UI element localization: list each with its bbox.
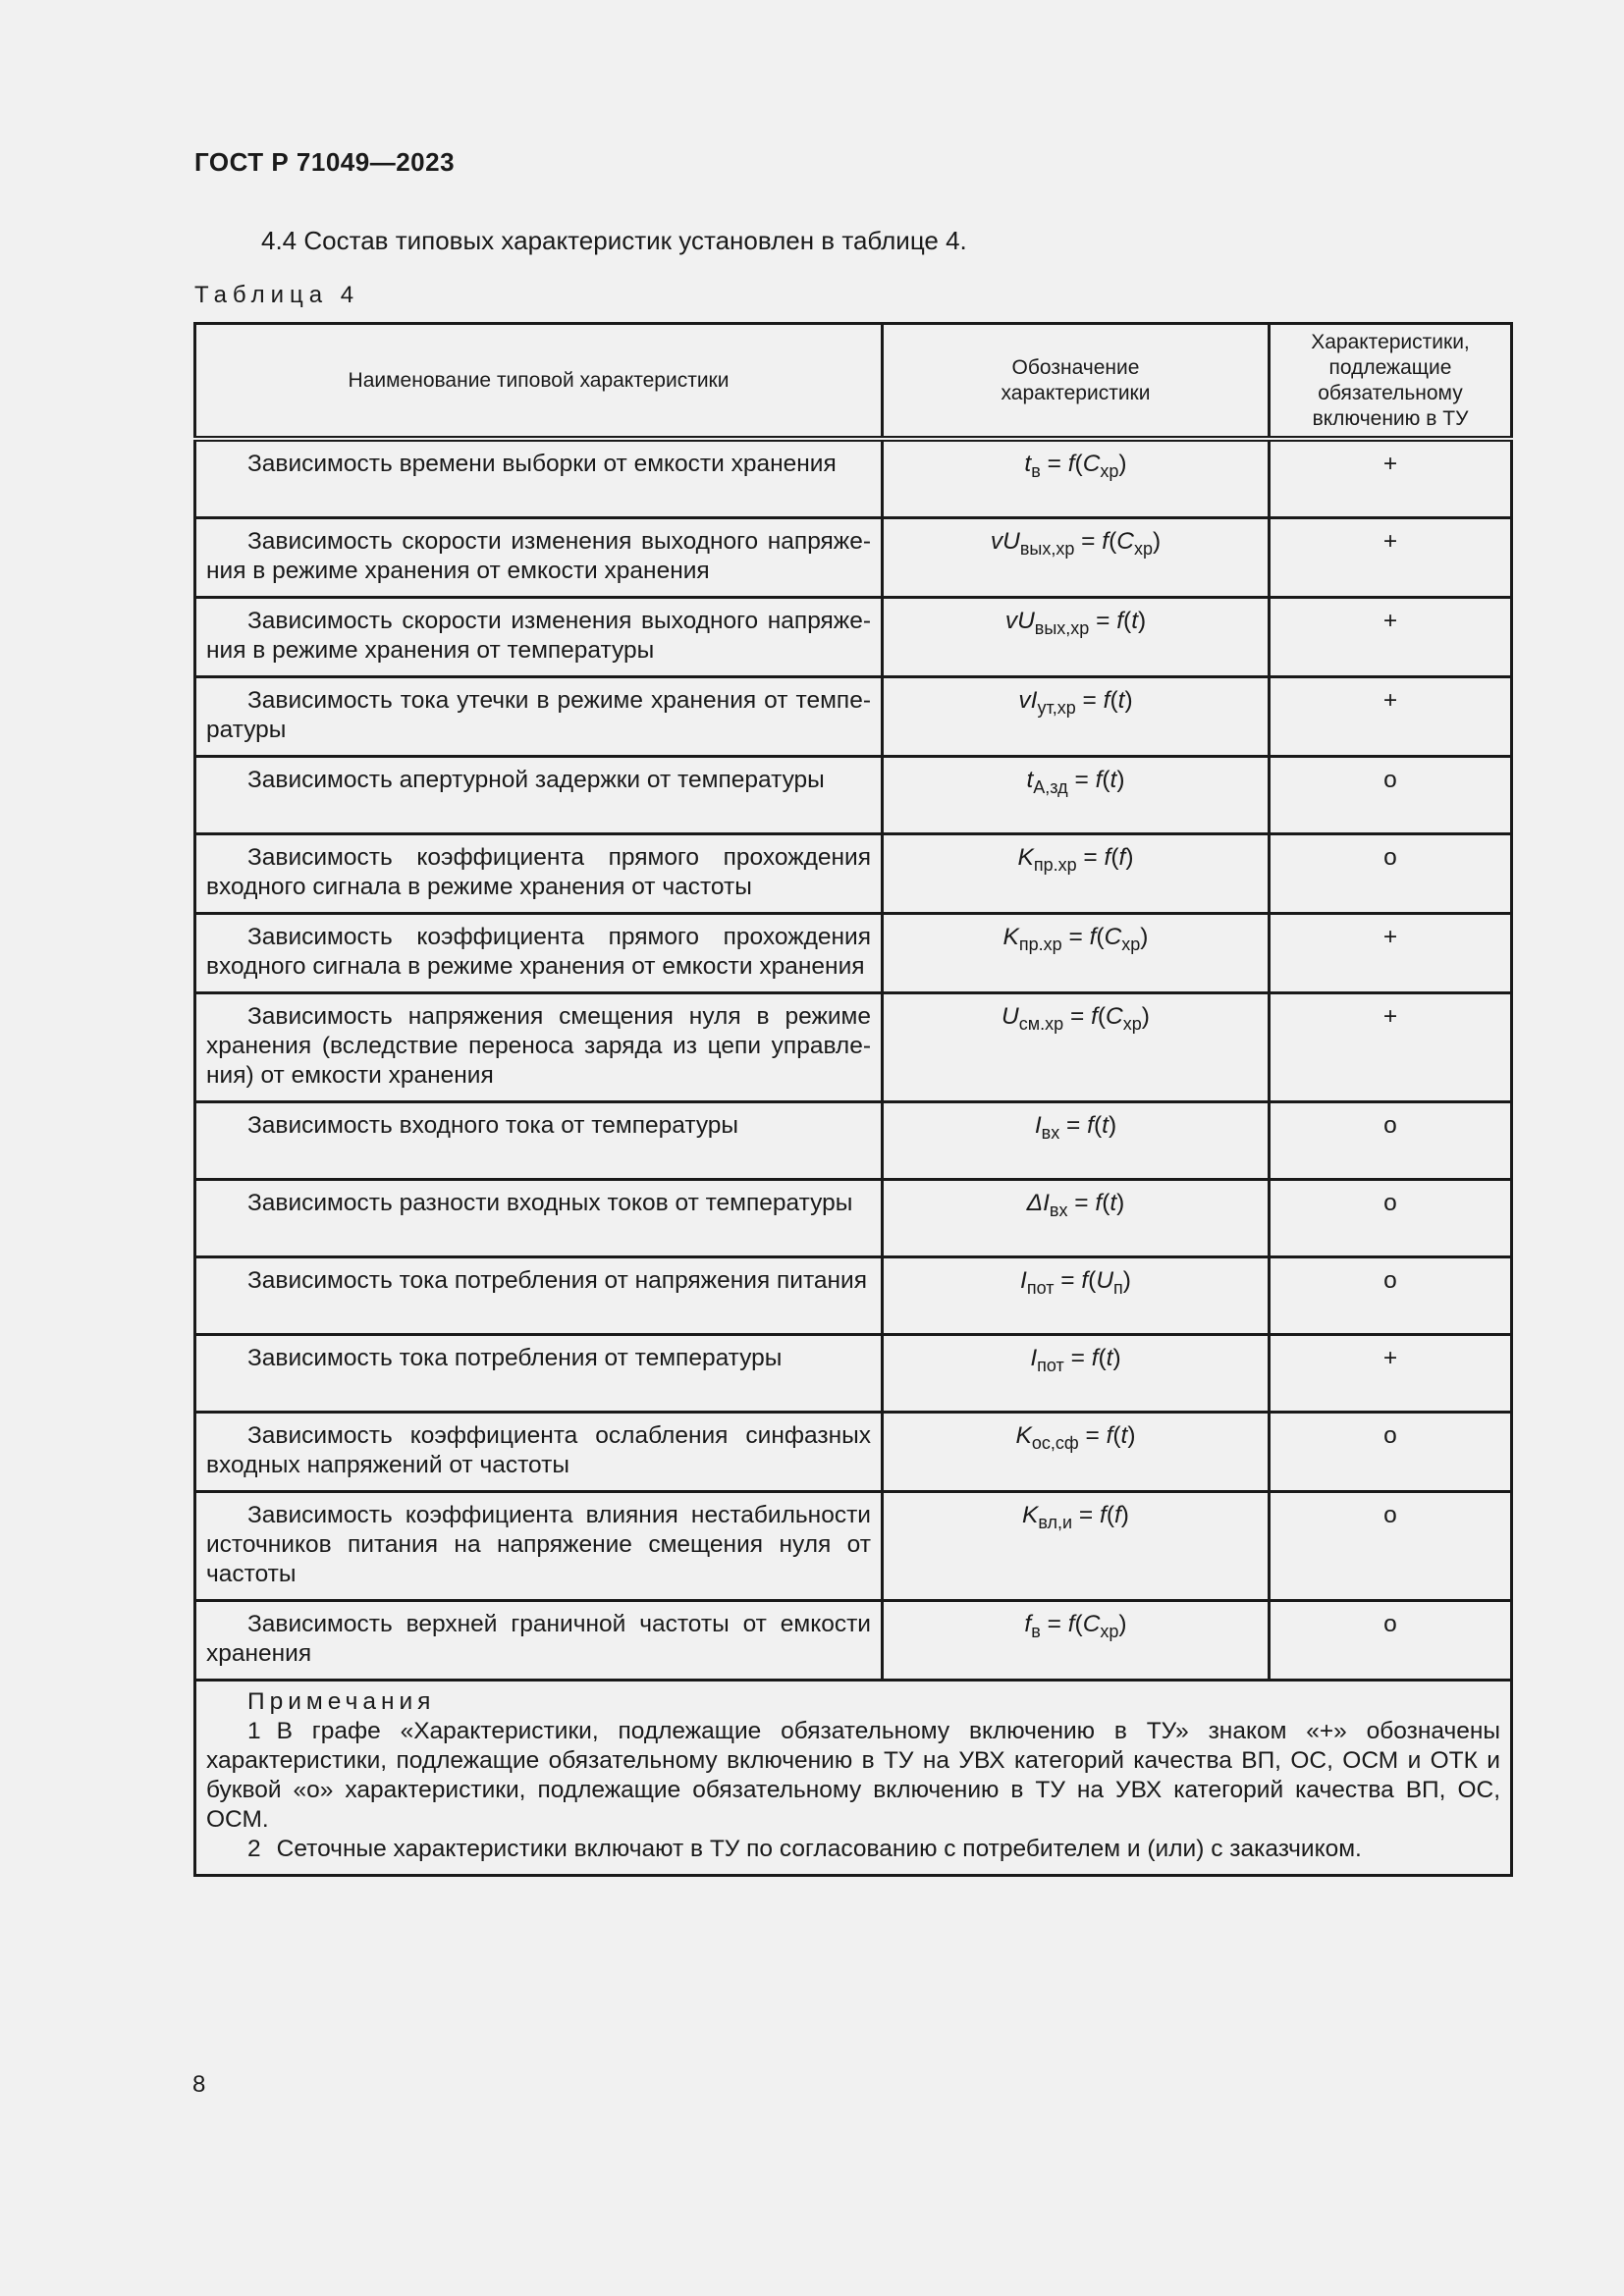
symbol-func: f [1100, 1502, 1107, 1528]
symbol-eq: = [1054, 1267, 1082, 1294]
characteristic-symbol [883, 677, 1270, 757]
required-mark: о [1270, 1492, 1512, 1601]
characteristic-symbol [883, 1102, 1270, 1180]
characteristic-symbol [883, 1180, 1270, 1257]
table-row [195, 993, 1512, 1102]
symbol-func: f [1067, 1611, 1075, 1637]
symbol-func: f [1116, 608, 1124, 634]
symbol-paren-open: ( [1109, 528, 1117, 555]
header-required: Характеристики, подлежащие обязательному включению в ТУ [1270, 324, 1512, 440]
symbol-eq: = [1078, 1422, 1107, 1449]
symbol-subscript: хр [1133, 539, 1153, 559]
symbol-subscript: вх [1041, 1123, 1060, 1143]
characteristic-name: Зависимость скорости изменения выходного напряжения в режиме хранения от температуры [195, 598, 883, 677]
page-number: 8 [192, 2071, 206, 2098]
symbol-paren-open: ( [1088, 1267, 1097, 1294]
symbol-paren-close: ) [1108, 1112, 1117, 1139]
symbol-subscript: ут,хр [1037, 698, 1076, 718]
symbol-subscript: пот [1037, 1356, 1064, 1375]
symbol-arg: t [1117, 687, 1125, 714]
required-mark: + [1270, 598, 1512, 677]
required-mark: + [1270, 914, 1512, 993]
symbol-paren-close: ) [1141, 1003, 1150, 1030]
table-row [195, 1413, 1512, 1492]
characteristic-symbol [883, 1257, 1270, 1335]
characteristic-name: Зависимость напряжения смещения нуля в режиме хранения (вследствие переноса заряда из цепи управления) от емкости хранения [195, 993, 883, 1102]
symbol-var: f [1024, 1611, 1032, 1637]
characteristics-table [193, 322, 1513, 1877]
characteristic-symbol [883, 834, 1270, 914]
symbol-arg: C [1104, 924, 1122, 950]
symbol-paren-open: ( [1123, 608, 1132, 634]
table-caption: Таблица 4 [194, 282, 360, 308]
document-header: ГОСТ Р 71049—2023 [194, 147, 456, 177]
symbol-subscript: хр [1122, 1014, 1142, 1034]
table-row [195, 1492, 1512, 1601]
symbol-paren-open: ( [1102, 767, 1110, 793]
intro-paragraph: 4.4 Состав типовых характеристик установлен в таблице 4. [261, 226, 967, 255]
characteristic-name: Зависимость разности входных токов от температуры [195, 1180, 883, 1257]
symbol-subscript: в [1031, 461, 1041, 481]
symbol-arg: f [1113, 1502, 1121, 1528]
symbol-func: f [1091, 1345, 1099, 1371]
symbol-arg: C [1082, 451, 1101, 477]
symbol-arg: C [1082, 1611, 1101, 1637]
required-mark: + [1270, 518, 1512, 598]
symbol-var: K [1015, 1422, 1032, 1449]
symbol-func: f [1095, 1190, 1103, 1216]
table-row [195, 1335, 1512, 1413]
symbol-var: vU [1004, 608, 1035, 634]
table-row [195, 518, 1512, 598]
symbol-paren-close: ) [1138, 608, 1147, 634]
symbol-subscript: вых,хр [1019, 539, 1075, 559]
symbol-subscript: вых,хр [1034, 618, 1090, 638]
symbol-var: I [1030, 1345, 1038, 1371]
symbol-eq: = [1076, 844, 1105, 871]
symbol-func: f [1103, 687, 1110, 714]
characteristic-symbol [883, 993, 1270, 1102]
symbol-paren-open: ( [1093, 1112, 1103, 1139]
table-header-row [195, 324, 1512, 440]
symbol-paren-close: ) [1120, 1502, 1129, 1528]
symbol-eq: = [1067, 767, 1096, 793]
symbol-var: t [1024, 451, 1032, 477]
symbol-subscript: см.хр [1018, 1014, 1064, 1034]
symbol-eq: = [1089, 608, 1117, 634]
symbol-subscript: хр [1121, 934, 1141, 954]
table-4 [193, 322, 1510, 1877]
symbol-var: K [1022, 1502, 1039, 1528]
characteristic-symbol [883, 1601, 1270, 1681]
characteristic-symbol [883, 518, 1270, 598]
symbol-arg: C [1106, 1003, 1123, 1030]
characteristic-name: Зависимость коэффициента прямого прохождения входного сигнала в режиме хранения от частоты [195, 834, 883, 914]
symbol-eq: = [1067, 1190, 1096, 1216]
symbol-var: I [1034, 1112, 1042, 1139]
symbol-paren-open: ( [1102, 1190, 1110, 1216]
symbol-subscript: хр [1100, 461, 1119, 481]
symbol-var: vU [990, 528, 1020, 555]
characteristic-symbol [883, 439, 1270, 518]
symbol-subscript: А,зд [1033, 777, 1068, 797]
characteristic-name: Зависимость входного тока от температуры [195, 1102, 883, 1180]
symbol-func: f [1091, 1003, 1098, 1030]
symbol-arg: U [1096, 1267, 1114, 1294]
table-row [195, 757, 1512, 834]
characteristic-symbol [883, 914, 1270, 993]
symbol-eq: = [1063, 1003, 1092, 1030]
characteristic-name: Зависимость тока утечки в режиме хранения от температуры [195, 677, 883, 757]
symbol-eq: = [1063, 1345, 1092, 1371]
symbol-eq: = [1075, 687, 1104, 714]
characteristic-name: Зависимость тока потребления от температуры [195, 1335, 883, 1413]
header-name: Наименование типовой характеристики [195, 324, 883, 440]
symbol-arg: t [1131, 608, 1138, 634]
required-mark: о [1270, 834, 1512, 914]
symbol-paren-close: ) [1118, 1611, 1127, 1637]
header-symbol [883, 324, 1270, 440]
characteristic-symbol [883, 757, 1270, 834]
header-symbol-text: Обозначение характеристики [1001, 355, 1151, 404]
characteristic-name: Зависимость коэффициента прямого прохождения входного сигнала в режиме хранения от емкости хранения [195, 914, 883, 993]
symbol-var: U [1001, 1003, 1019, 1030]
symbol-var: I [1020, 1267, 1027, 1294]
required-mark: о [1270, 1257, 1512, 1335]
notes-row [195, 1681, 1512, 1876]
symbol-paren-close: ) [1122, 1267, 1131, 1294]
table-row [195, 1102, 1512, 1180]
symbol-paren-close: ) [1118, 451, 1127, 477]
symbol-paren-close: ) [1125, 844, 1134, 871]
required-mark: + [1270, 1335, 1512, 1413]
symbol-func: f [1106, 1422, 1113, 1449]
symbol-paren-close: ) [1124, 687, 1133, 714]
symbol-var: ΔI [1026, 1190, 1050, 1216]
symbol-var: vI [1018, 687, 1038, 714]
table-row [195, 834, 1512, 914]
table-row [195, 914, 1512, 993]
note-number: 2 [247, 1836, 261, 1862]
symbol-subscript: пот [1026, 1278, 1055, 1298]
table-row [195, 1601, 1512, 1681]
symbol-paren-close: ) [1140, 924, 1149, 950]
symbol-func: f [1087, 1112, 1094, 1139]
table-row [195, 598, 1512, 677]
symbol-paren-open: ( [1074, 451, 1083, 477]
symbol-subscript: ос,сф [1031, 1433, 1079, 1453]
required-mark: о [1270, 1102, 1512, 1180]
characteristic-name: Зависимость верхней граничной частоты от емкости хранения [195, 1601, 883, 1681]
table-row [195, 439, 1512, 518]
symbol-paren-open: ( [1098, 1345, 1107, 1371]
note-item [206, 1835, 1500, 1864]
symbol-func: f [1104, 844, 1111, 871]
characteristic-name: Зависимость времени выборки от емкости хранения [195, 439, 883, 518]
symbol-paren-open: ( [1074, 1611, 1083, 1637]
symbol-arg: t [1110, 1190, 1117, 1216]
characteristic-name: Зависимость скорости изменения выходного напряжения в режиме хранения от емкости хранения [195, 518, 883, 598]
symbol-eq: = [1061, 924, 1090, 950]
note-item [206, 1717, 1500, 1835]
symbol-subscript: пр.хр [1018, 934, 1062, 954]
characteristic-name: Зависимость апертурной задержки от температуры [195, 757, 883, 834]
symbol-paren-open: ( [1112, 1422, 1121, 1449]
symbol-subscript: в [1031, 1622, 1041, 1641]
characteristic-name: Зависимость коэффициента влияния нестабильности источников питания на напряжение смещения нуля от частоты [195, 1492, 883, 1601]
symbol-paren-close: ) [1152, 528, 1162, 555]
table-row [195, 1257, 1512, 1335]
symbol-eq: = [1040, 451, 1068, 477]
symbol-eq: = [1072, 1502, 1100, 1528]
symbol-subscript: вх [1049, 1201, 1068, 1220]
notes-cell [195, 1681, 1512, 1876]
note-text: Сеточные характеристики включают в ТУ по согласованию с потребителем и (или) с заказчиком. [276, 1836, 1362, 1862]
symbol-var: K [1017, 844, 1034, 871]
symbol-subscript: пр.хр [1033, 855, 1077, 875]
symbol-paren-close: ) [1112, 1345, 1121, 1371]
symbol-arg: t [1102, 1112, 1109, 1139]
required-mark: о [1270, 1413, 1512, 1492]
symbol-paren-close: ) [1116, 767, 1125, 793]
characteristic-symbol [883, 598, 1270, 677]
symbol-paren-close: ) [1116, 1190, 1125, 1216]
symbol-arg: t [1120, 1422, 1128, 1449]
symbol-subscript: хр [1100, 1622, 1119, 1641]
symbol-func: f [1089, 924, 1097, 950]
symbol-paren-close: ) [1127, 1422, 1136, 1449]
required-mark: о [1270, 1601, 1512, 1681]
table-row [195, 1180, 1512, 1257]
symbol-arg: C [1116, 528, 1134, 555]
symbol-eq: = [1059, 1112, 1088, 1139]
required-mark: о [1270, 1180, 1512, 1257]
required-mark: + [1270, 439, 1512, 518]
characteristic-name: Зависимость тока потребления от напряжения питания [195, 1257, 883, 1335]
characteristic-name: Зависимость коэффициента ослабления синфазных входных напряжений от частоты [195, 1413, 883, 1492]
symbol-subscript: п [1113, 1278, 1123, 1298]
note-text: В графе «Характеристики, подлежащие обязательному включению в ТУ» знаком «+» обозначены характеристики, подлежащие обязательному включению в ТУ на УВХ категорий качества ВП, ОС, ОСМ и ОТК и буквой «о» характеристики, подлежащие обязательному включению в ТУ на УВХ категорий качества ВП, ОС, ОСМ. [206, 1718, 1500, 1833]
symbol-func: f [1067, 451, 1075, 477]
required-mark: + [1270, 993, 1512, 1102]
symbol-paren-open: ( [1110, 844, 1119, 871]
symbol-var: K [1002, 924, 1019, 950]
characteristic-symbol [883, 1492, 1270, 1601]
notes-title: Примечания [247, 1688, 436, 1715]
characteristic-symbol [883, 1335, 1270, 1413]
symbol-paren-open: ( [1110, 687, 1118, 714]
symbol-eq: = [1074, 528, 1103, 555]
symbol-eq: = [1040, 1611, 1068, 1637]
characteristic-symbol [883, 1413, 1270, 1492]
symbol-paren-open: ( [1097, 1003, 1107, 1030]
symbol-subscript: вл,и [1038, 1513, 1073, 1532]
symbol-func: f [1081, 1267, 1089, 1294]
symbol-paren-open: ( [1106, 1502, 1114, 1528]
symbol-arg: f [1118, 844, 1126, 871]
symbol-func: f [1102, 528, 1110, 555]
required-mark: + [1270, 677, 1512, 757]
symbol-arg: t [1106, 1345, 1113, 1371]
symbol-arg: t [1110, 767, 1117, 793]
table-row [195, 677, 1512, 757]
note-number: 1 [247, 1718, 261, 1744]
symbol-paren-open: ( [1096, 924, 1105, 950]
symbol-var: t [1026, 767, 1034, 793]
symbol-func: f [1095, 767, 1103, 793]
required-mark: о [1270, 757, 1512, 834]
